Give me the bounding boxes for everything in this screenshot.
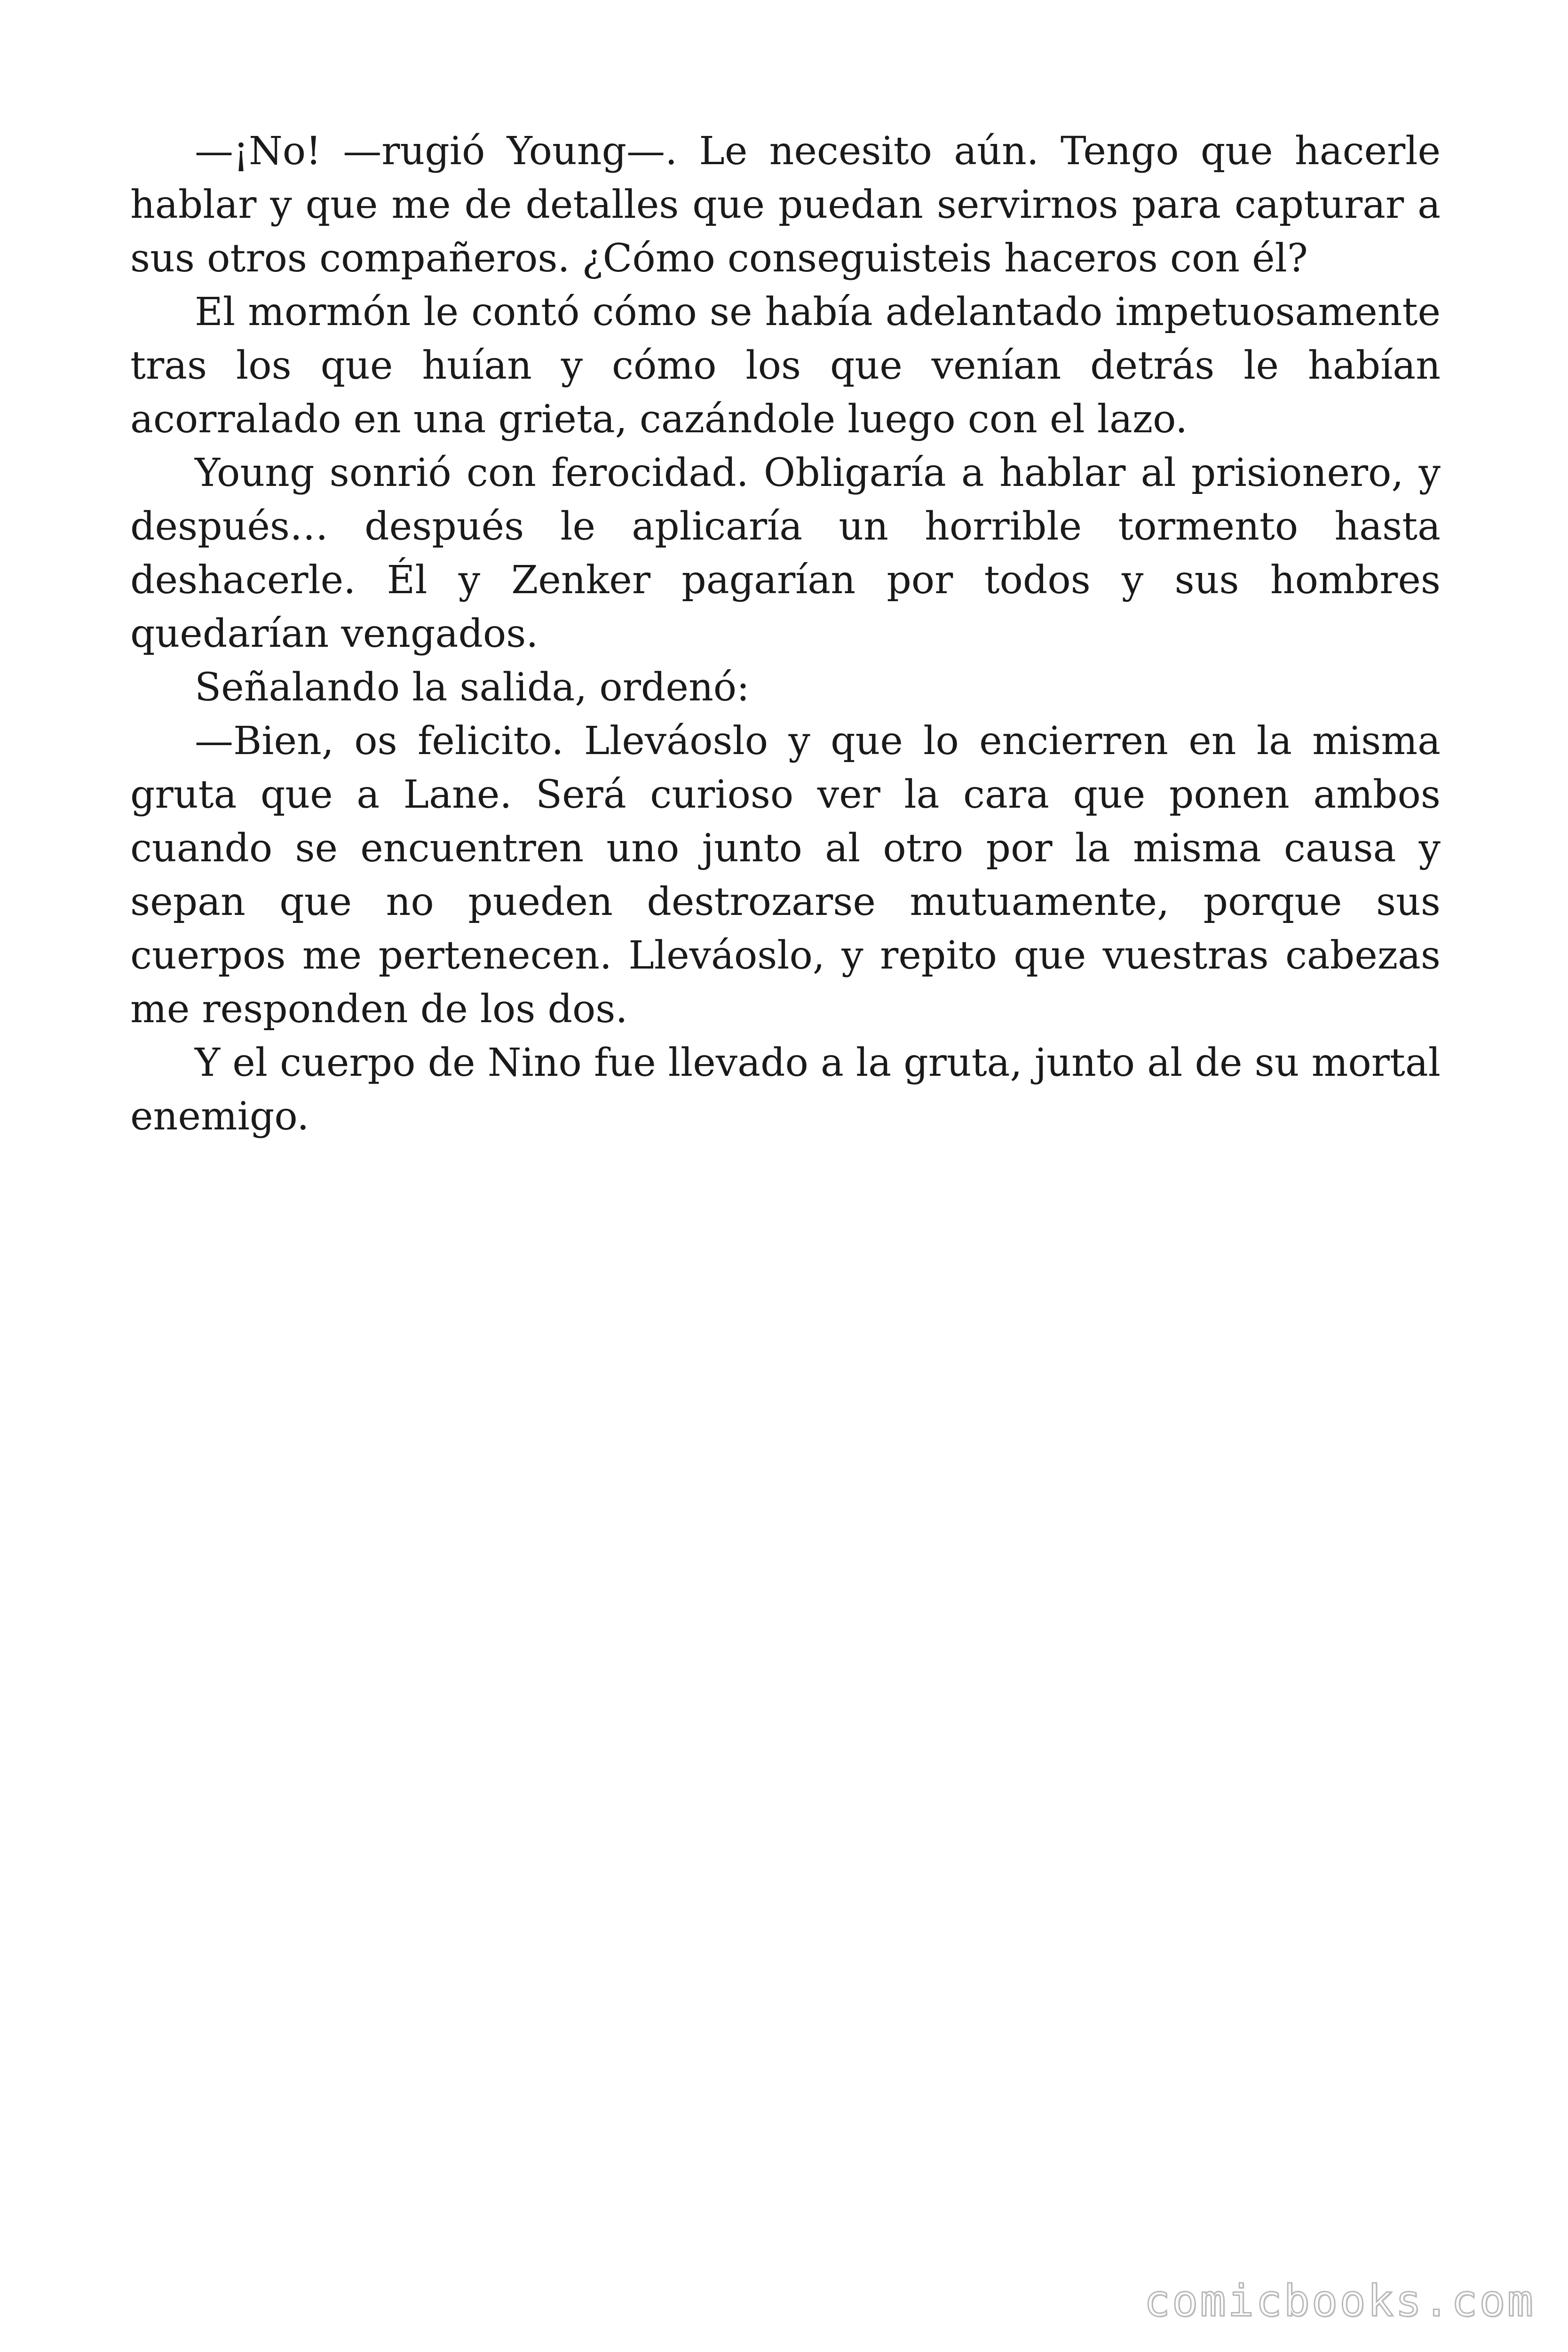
paragraph-5: —Bien, os felicito. Lleváoslo y que lo encierren en la misma gruta que a Lane. Será curioso ver la cara que ponen ambos cuando se encuentren uno junto al otro por la misma causa y sepan que no pueden destrozarse mutuamente, porque sus cuerpos me pertenecen. Lleváoslo, y repito que vuestras cabezas me responden de los dos. <box>130 719 1441 1032</box>
paragraph-1: —¡No! —rugió Young—. Le necesito aún. Tengo que hacerle hablar y que me de detalles que puedan servirnos para capturar a sus otros compañeros. ¿Cómo conseguisteis haceros con él? <box>130 129 1441 281</box>
page-body <box>130 125 1441 1144</box>
watermark: comicbooks.com <box>1144 2276 1535 2326</box>
paragraph-2: El mormón le contó cómo se había adelantado impetuosamente tras los que huían y cómo los que venían detrás le habían acorralado en una grieta, cazándole luego con el lazo. <box>130 290 1441 442</box>
paragraph-6: Y el cuerpo de Nino fue llevado a la gruta, junto al de su mortal enemigo. <box>130 1041 1441 1139</box>
paragraph-3: Young sonrió con ferocidad. Obligaría a hablar al prisionero, y después… después le aplicaría un horrible tormento hasta deshacerle. Él y Zenker pagarían por todos y sus hombres quedarían vengados. <box>130 451 1441 656</box>
paragraph-4: Señalando la salida, ordenó: <box>195 665 750 710</box>
